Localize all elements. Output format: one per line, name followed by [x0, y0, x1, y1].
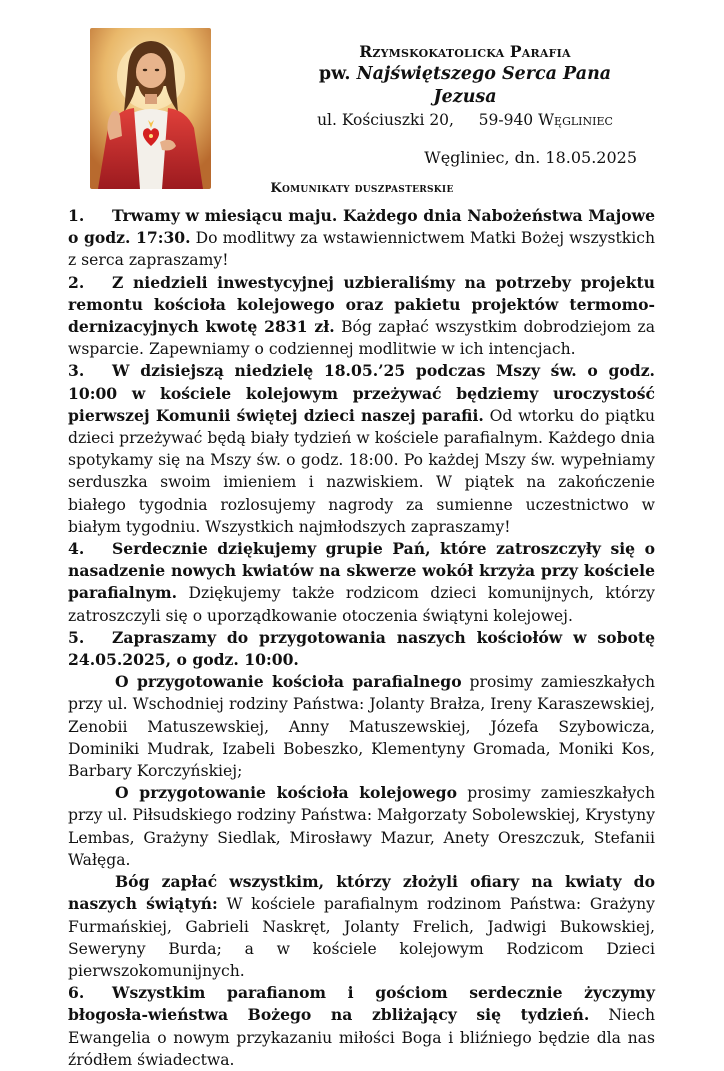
parish-address: [300, 109, 630, 132]
item-bold-text: Trwamy w miesiącu maju. Każdego dnia Nabożeństwa Majowe o godz. 17:30.: [68, 206, 655, 248]
sub-bold-text: Bóg zapłać wszystkim, którzy złożyli ofiary na kwiaty do naszych świątyń:: [68, 872, 655, 914]
sub-bold-text: O przygotowanie kościoła parafialnego: [115, 672, 462, 692]
item-number: 6.: [68, 983, 85, 1003]
item-bold-text: Zapraszamy do przygotowania naszych kościołów w sobotę 24.05.2025, o godz. 10:00.: [68, 627, 655, 670]
announcement-item: [68, 360, 655, 538]
item-bold-text: W dzisiejszą niedzielę 18.05.’25 podczas Mszy św. o godz. 10:00 w kościele kolejowym przeżywać będziemy uroczystość pierwszej Komunii świętej dzieci naszej parafii.: [68, 361, 655, 425]
parish-header: [300, 40, 630, 132]
bulletin-date: Węgliniec, dn. 18.05.2025: [424, 148, 637, 167]
parish-patron: [300, 63, 630, 109]
item-bold-text: Wszystkim parafianom i gościom serdecznie życzymy błogosła-wieństwa Bożego na zbliżający się tydzień.: [68, 983, 655, 1025]
item-bold-text: Serdecznie dziękujemy grupie Pań, które zatroszczyły się o nasadzenie nowych kwiatów na skwerze wokół krzyża przy kościele parafialnym.: [68, 539, 655, 603]
sub-text: W kościele parafialnym rodzinom Państwa: Grażyny Furmańskiej, Gabrieli Naskręt, Jolanty Frelich, Jadwigi Bukowskiej, Seweryny Burda; a w kościele kolejowym Rodzicom Dzieci pierwszokomunijnych.: [68, 895, 655, 980]
sub-text: prosimy zamieszkałych przy ul. Wschodniej rodziny Państwa: Jolanty Brałza, Ireny Karaszewskiej, Zenobii Matuszewskiej, Anny Matuszewskiej, Józefa Szybowicza, Dominiki Mudrak, Izabeli Bobeszko, Klementyny Gromada, Moniki Kos, Barbary Korczyńskiej;: [68, 673, 655, 781]
item-text: Dziękujemy także rodzicom dzieci komunijnych, którzy zatroszczyli się o uporządkowanie otoczenia świątyni kolejowej.: [68, 584, 655, 625]
announcements: [68, 205, 655, 1071]
item-number: 4.: [68, 539, 85, 559]
announcement-item: [68, 205, 655, 272]
thanks-paragraph: [68, 871, 655, 982]
patron-prefix: pw.: [318, 64, 357, 84]
cleaning-paragraph: [68, 671, 655, 782]
item-number: 2.: [68, 272, 85, 292]
announcement-item: [68, 538, 655, 627]
item-number: 3.: [68, 361, 85, 381]
item-number: 5.: [68, 627, 85, 647]
sub-text: prosimy zamieszkałych przy ul. Piłsudskiego rodziny Państwa: Małgorzaty Sobolewskiej, Krystyny Lembas, Grażyny Siedlak, Mirosławy Mazur, Anety Oreszczuk, Stefanii Wałęga.: [68, 784, 655, 869]
item-text: Niech Ewangelia o nowym przykazaniu miłości Boga i bliźniego będzie dla nas źródłem świadectwa.: [68, 1006, 656, 1069]
item-number: 1.: [68, 206, 85, 225]
patron-name: Najświętszego Serca Pana Jezusa: [356, 64, 612, 107]
item-text: Bóg zapłać wszystkim dobrodziejom za wsparcie. Zapewniamy o codziennej modlitwie w ich intencjach.: [68, 318, 655, 359]
announcement-item: [68, 982, 655, 1071]
address-city: Węgliniec: [538, 111, 613, 129]
sacred-heart-image: [90, 28, 211, 189]
address-street: ul. Kościuszki 20,: [317, 111, 454, 129]
parish-name: Rzymskokatolicka Parafia: [359, 42, 571, 61]
announcement-item: [68, 272, 655, 361]
section-title: Komunikaty duszpasterskie: [270, 181, 454, 196]
item-text: Od wtorku do piątku dzieci przeżywać będą biały tydzień w kościele parafialnym. Każdego dnia spotykamy się na Mszy św. o godz. 18:00. Po każdej Mszy św. wypełniamy serduszka swoim imieniem i nazwiskiem. W piątek na zakończenie białego tygodnia rozlosujemy nagrody za sumienne uczestnictwo w białym tygodniu. Wszystkich najmłodszych zapraszamy!: [68, 406, 655, 536]
cleaning-paragraph: [68, 782, 655, 871]
sub-bold-text: O przygotowanie kościoła kolejowego: [115, 783, 457, 803]
address-postal: 59-940: [478, 111, 534, 129]
item-bold-text: Z niedzieli inwestycyjnej uzbieraliśmy na potrzeby projektu remontu kościoła kolejowego oraz pakietu projektów termomo-dernizacyjnych kwotę 2831 zł.: [68, 272, 655, 337]
item-text: Do modlitwy za wstawiennictwem Matki Bożej wszystkich z serca zapraszamy!: [68, 229, 655, 270]
announcement-item: [68, 627, 655, 671]
